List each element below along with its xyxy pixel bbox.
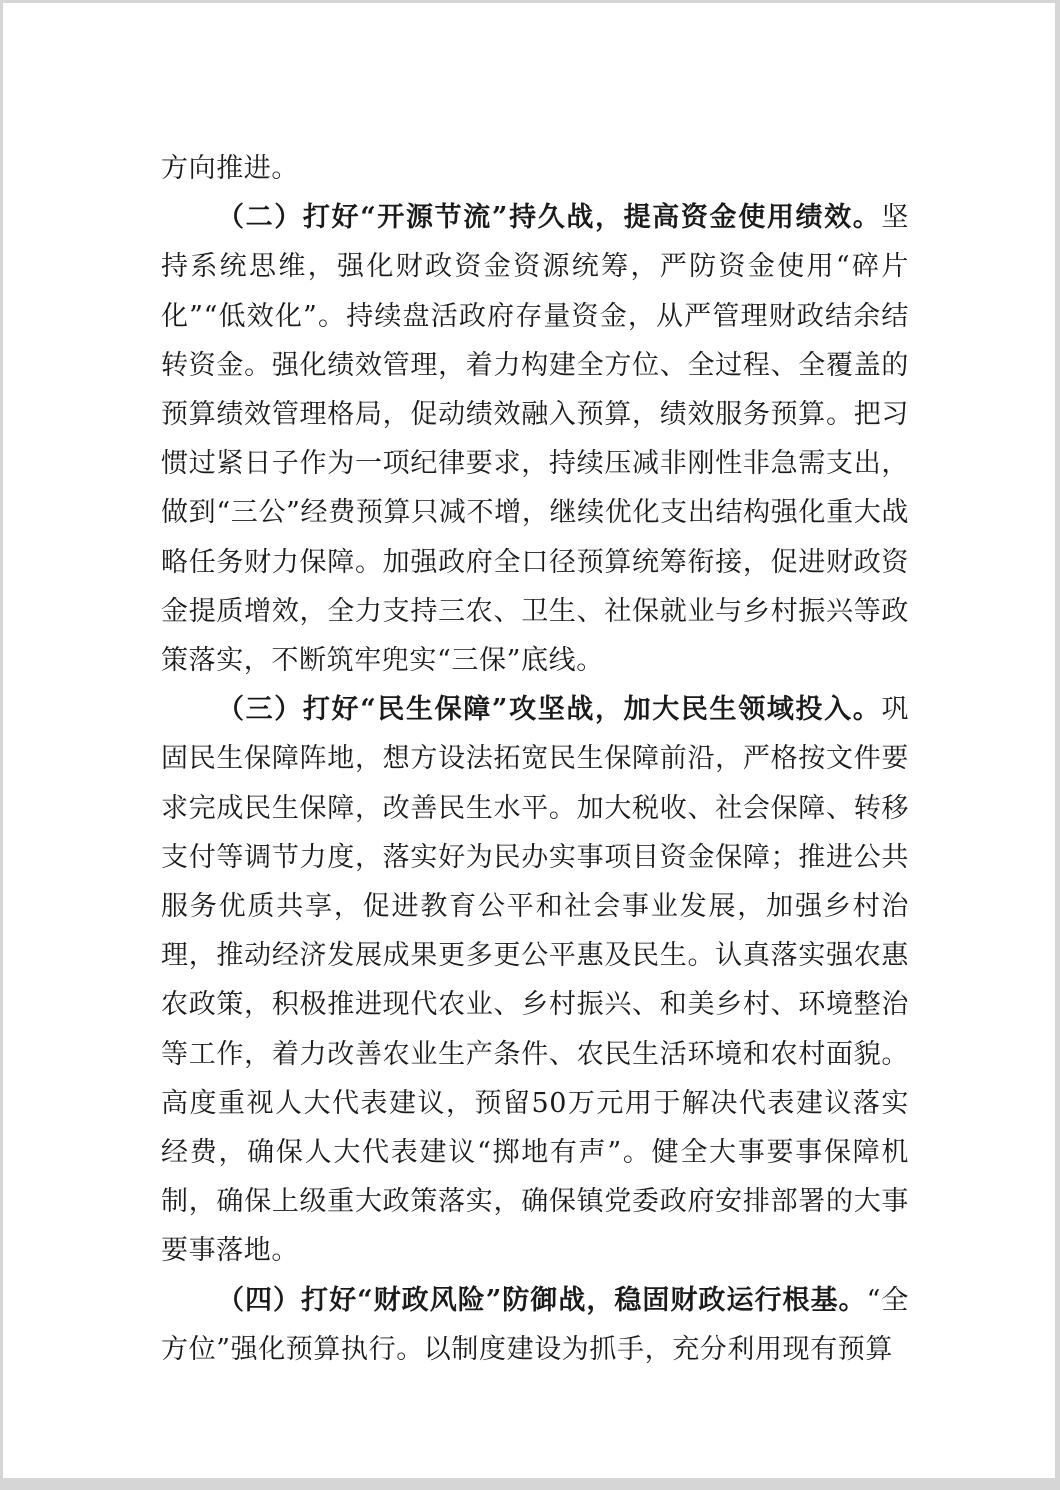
paragraph-text: 巩固民生保障阵地，想方设法拓宽民生保障前沿，严格按文件要求完成民生保障，改善民生水平。加大税收、社会保障、转移支付等调节力度，落实好为民办实事项目资金保障；推进公共服务优质共享，促进教育公平和社会事业发展，加强乡村治理，推动经济发展成果更多更公平惠及民生。认真落实强农惠农政策，积极推进现代农业、乡村振兴、和美乡村、环境整治等工作，着力改善农业生产条件、农民生活环境和农村面貌。高度重视人大代表建议，预留50万元用于解决代表建议落实经费，确保人大代表建议“掷地有声”。健全大事要事保障机制，确保上级重大政策落实，确保镇党委政府安排部署的大事要事落地。 (161, 694, 909, 1267)
paragraph-section-2 (161, 193, 909, 685)
paragraph-text: “全方位”强化预算执行。以制度建设为抓手，充分利用现有预算 (161, 1284, 909, 1365)
paragraph-section-3 (161, 685, 909, 1275)
document-page (3, 3, 1055, 1478)
paragraph-text: 坚持系统思维，强化财政资金资源统筹，严防资金使用“碎片化”“低效化”。持续盘活政府存量资金，从严管理财政结余结转资金。强化绩效管理，着力构建全方位、全过程、全覆盖的预算绩效管理格局，促动绩效融入预算，绩效服务预算。把习惯过紧日子作为一项纪律要求，持续压减非刚性非急需支出，做到“三公”经费预算只减不增，继续优化支出结构强化重大战略任务财力保障。加强政府全口径预算统筹衔接，促进财政资金提质增效，全力支持三农、卫生、社保就业与乡村振兴等政策落实，不断筑牢兜实“三保”底线。 (161, 202, 909, 677)
paragraph-continuation (161, 144, 909, 193)
document-body (161, 144, 909, 1374)
section-heading: （二）打好“开源节流”持久战，提高资金使用绩效。 (217, 202, 882, 234)
section-heading: （四）打好“财政风险”防御战，稳固财政运行根基。 (217, 1284, 867, 1316)
paragraph-text: 方向推进。 (161, 153, 299, 184)
section-heading: （三）打好“民生保障”攻坚战，加大民生领域投入。 (217, 694, 882, 726)
paragraph-section-4 (161, 1276, 909, 1374)
